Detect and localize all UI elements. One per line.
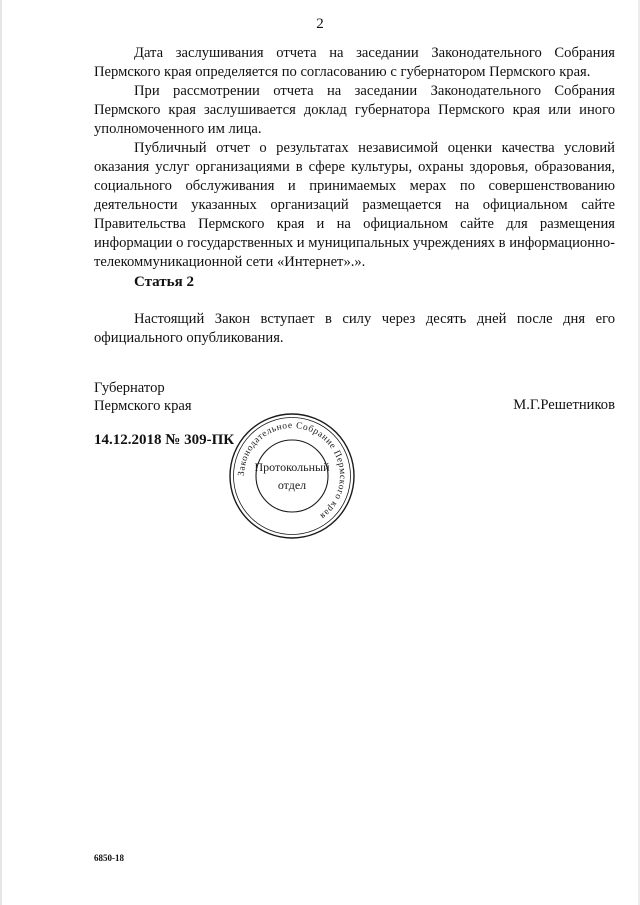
stamp-ring-text: Законодательное Собрание Пермского края [236, 420, 348, 522]
signer-title [94, 379, 192, 415]
footer-code: 6850-18 [94, 853, 124, 863]
paragraph-entry-into-force: Настоящий Закон вступает в силу через десять дней после дня его официального опубликования. [94, 311, 615, 346]
document-number: 14.12.2018 № 309-ПК [94, 432, 235, 448]
signer-title-line2: Пермского края [94, 398, 192, 414]
body-text-article [94, 310, 615, 348]
signer-title-line1: Губернатор [94, 380, 165, 396]
stamp-inner-ring [256, 440, 328, 512]
stamp-center-line2: отдел [277, 478, 307, 492]
official-stamp [227, 411, 357, 541]
stamp-outer-ring-inner [234, 418, 351, 535]
paragraph-report-date: Дата заслушивания отчета на заседании Законодательного Собрания Пермского края определяется по согласованию с губернатором Пермского края. [94, 45, 615, 80]
stamp-outer-ring [230, 414, 354, 538]
paragraph-report-hearing: При рассмотрении отчета на заседании Законодательного Собрания Пермского края заслушивается доклад губернатора Пермского края или иного уполномоченного им лица. [94, 83, 615, 137]
signer-name: М.Г.Решетников [513, 397, 615, 413]
scan-edge-left [0, 0, 2, 905]
page-number: 2 [316, 16, 324, 32]
paragraph-public-report: Публичный отчет о результатах независимой оценки качества условий оказания услуг организациями в сфере культуры, охраны здоровья, образования, социального обслуживания и принимаемых мерах по совершенствованию деятельности указанных организаций размещается на официальном сайте Правительства Пермского края и на официальном сайте для размещения информации о государственных и муниципальных учреждениях в информационно-телекоммуникационной сети «Интернет».». [94, 140, 615, 270]
article-heading: Статья 2 [134, 274, 194, 290]
stamp-center-line1: Протокольный [254, 460, 330, 474]
body-text-top [94, 44, 615, 272]
stamp-graphic [227, 411, 357, 541]
